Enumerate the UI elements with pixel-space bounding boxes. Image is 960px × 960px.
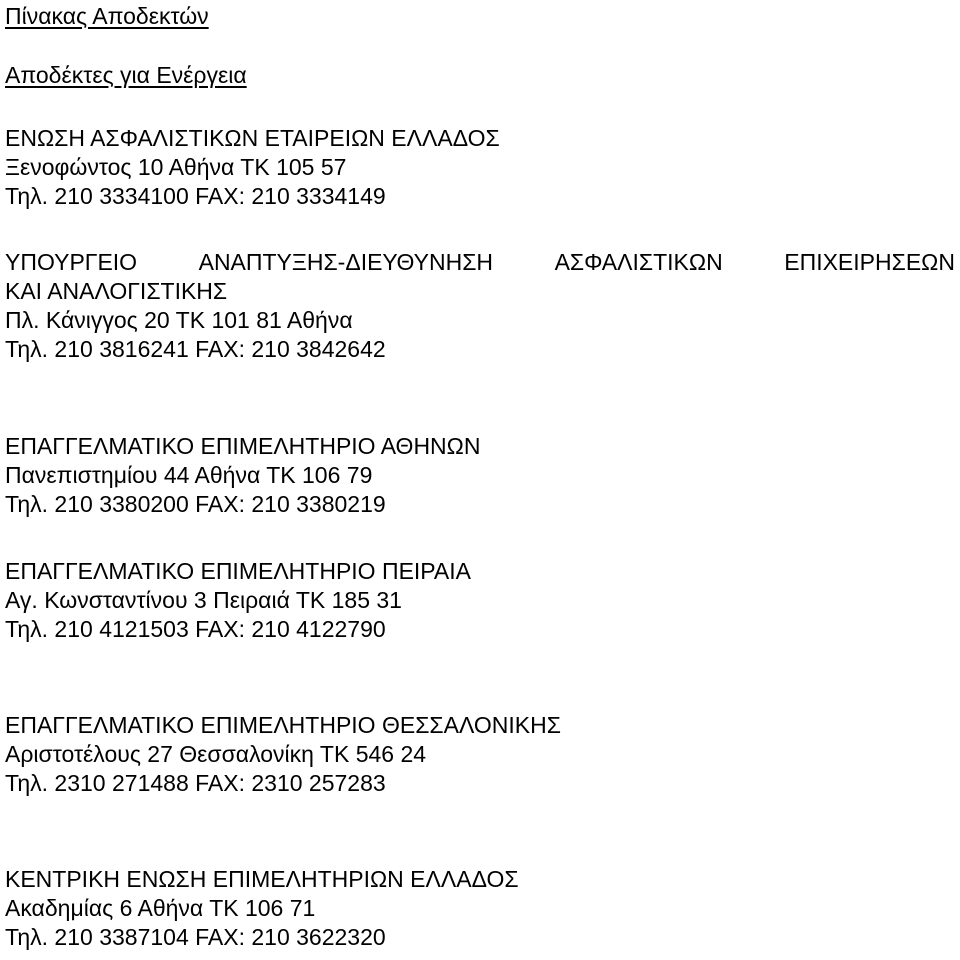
recipient-name: ΕΠΑΓΓΕΛΜΑΤΙΚΟ ΕΠΙΜΕΛΗΤΗΡΙΟ ΠΕΙΡΑΙΑ (5, 558, 472, 584)
recipient-name-line2: ΚΑΙ ΑΝΑΛΟΓΙΣΤΙΚΗΣ (5, 278, 228, 304)
recipient-name-word: ΑΣΦΑΛΙΣΤΙΚΩΝ (554, 249, 723, 275)
recipient-name-word: ΕΠΙΧΕΙΡΗΣΕΩΝ (784, 249, 955, 275)
recipient-block (5, 865, 519, 952)
recipient-phone: Τηλ. 2310 271488 FAX: 2310 257283 (5, 770, 386, 796)
recipient-name-word: ΥΠΟΥΡΓΕΙΟ (5, 249, 138, 275)
recipient-phone: Τηλ. 210 3816241 FAX: 210 3842642 (5, 336, 386, 362)
recipient-name-word: ΑΝΑΠΤΥΞΗΣ-ΔΙΕΥΘΥΝΗΣΗ (198, 249, 494, 275)
recipient-address: Πλ. Κάνιγγος 20 ΤΚ 101 81 Αθήνα (5, 307, 353, 333)
recipient-name: ΕΝΩΣΗ ΑΣΦΑΛΙΣΤΙΚΩΝ ΕΤΑΙΡΕΙΩΝ ΕΛΛΑΔΟΣ (5, 125, 500, 151)
recipient-name-line1 (5, 248, 955, 277)
recipient-phone: Τηλ. 210 3380200 FAX: 210 3380219 (5, 491, 386, 517)
recipient-block (5, 711, 561, 798)
recipient-name: ΕΠΑΓΓΕΛΜΑΤΙΚΟ ΕΠΙΜΕΛΗΤΗΡΙΟ ΘΕΣΣΑΛΟΝΙΚΗΣ (5, 712, 561, 738)
section-title: Αποδέκτες για Ενέργεια (5, 62, 247, 88)
recipient-block (5, 248, 955, 364)
recipient-name: ΕΠΑΓΓΕΛΜΑΤΙΚΟ ΕΠΙΜΕΛΗΤΗΡΙΟ ΑΘΗΝΩΝ (5, 433, 481, 459)
recipient-phone: Τηλ. 210 3387104 FAX: 210 3622320 (5, 924, 386, 950)
recipient-phone: Τηλ. 210 3334100 FAX: 210 3334149 (5, 183, 386, 209)
recipient-address: Πανεπιστημίου 44 Αθήνα ΤΚ 106 79 (5, 462, 373, 488)
recipient-name: ΚΕΝΤΡΙΚΗ ΕΝΩΣΗ ΕΠΙΜΕΛΗΤΗΡΙΩΝ ΕΛΛΑΔΟΣ (5, 866, 519, 892)
recipient-address: Αγ. Κωνσταντίνου 3 Πειραιά ΤΚ 185 31 (5, 587, 402, 613)
page-title: Πίνακας Αποδεκτών (5, 3, 209, 29)
recipient-block (5, 557, 471, 644)
recipient-phone: Τηλ. 210 4121503 FAX: 210 4122790 (5, 616, 386, 642)
recipient-address: Αριστοτέλους 27 Θεσσαλονίκη ΤΚ 546 24 (5, 741, 427, 767)
recipient-block (5, 124, 500, 211)
recipient-block (5, 432, 480, 519)
recipient-address: Ξενοφώντος 10 Αθήνα ΤΚ 105 57 (5, 154, 347, 180)
recipient-address: Ακαδημίας 6 Αθήνα ΤΚ 106 71 (5, 895, 316, 921)
